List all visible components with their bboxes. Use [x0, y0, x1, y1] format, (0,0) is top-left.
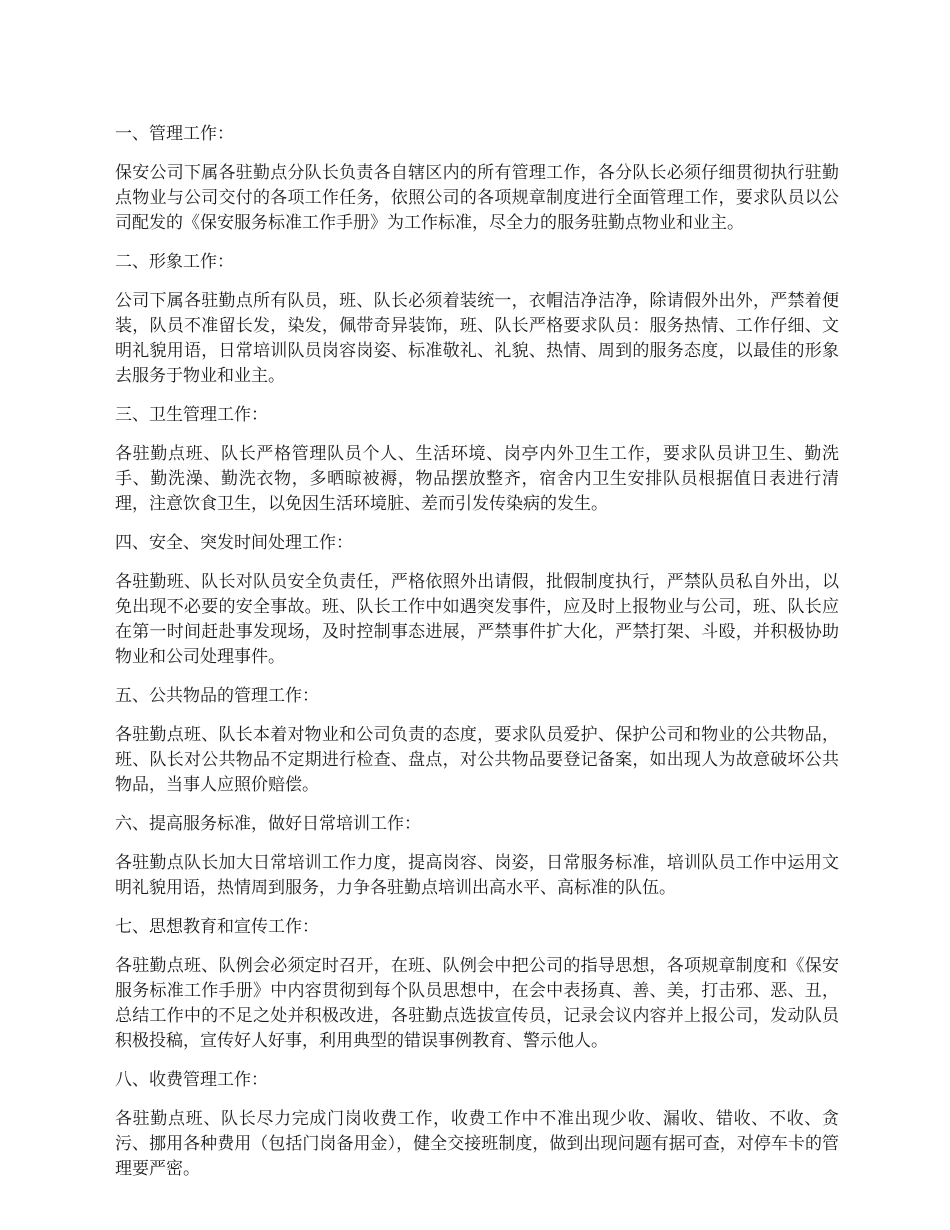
- document-page: [115, 122, 839, 1196]
- section-heading: 四、安全、突发时间处理工作：: [115, 533, 353, 553]
- section-4: [115, 531, 839, 670]
- section-heading: 二、形象工作：: [115, 252, 234, 272]
- section-paragraph: 各驻勤点班、队例会必须定时召开，在班、队例会中把公司的指导思想，各项规章制度和《保安服务标准工作手册》中内容贯彻到每个队员思想中，在会中表扬真、善、美，打击邪、恶、丑，总结工作中的不足之处并积极改进，各驻勤点选拔宣传员，记录会议内容并上报公司，发动队员积极投稿，宣传好人好事，利用典型的错误事例教育、警示他人。: [115, 956, 839, 1051]
- section-paragraph: 保安公司下属各驻勤点分队长负责各自辖区内的所有管理工作，各分队长必须仔细贯彻执行驻勤点物业与公司交付的各项工作任务，依照公司的各项规章制度进行全面管理工作，要求队员以公司配发的《保安服务标准工作手册》为工作标准，尽全力的服务驻勤点物业和业主。: [115, 163, 839, 233]
- section-paragraph: 各驻勤点班、队长尽力完成门岗收费工作，收费工作中不准出现少收、漏收、错收、不收、贪污、挪用各种费用（包括门岗备用金），健全交接班制度，做到出现问题有据可查，对停车卡的管理要严密。: [115, 1109, 839, 1179]
- section-heading: 三、卫生管理工作：: [115, 405, 268, 425]
- section-3: [115, 403, 839, 517]
- section-heading: 五、公共物品的管理工作：: [115, 686, 319, 706]
- section-paragraph: 各驻勤点班、队长本着对物业和公司负责的态度，要求队员爱护、保护公司和物业的公共物品，班、队长对公共物品不定期进行检查、盘点，对公共物品要登记备案，如出现人为故意破坏公共物品，当事人应照价赔偿。: [115, 725, 839, 795]
- section-heading: 八、收费管理工作：: [115, 1070, 268, 1090]
- section-paragraph: 各驻勤点班、队长严格管理队员个人、生活环境、岗亭内外卫生工作，要求队员讲卫生、勤洗手、勤洗澡、勤洗衣物，多晒晾被褥，物品摆放整齐，宿舍内卫生安排队员根据值日表进行清理，注意饮食卫生，以免因生活环境脏、差而引发传染病的发生。: [115, 444, 839, 514]
- section-5: [115, 684, 839, 798]
- section-paragraph: 各驻勤班、队长对队员安全负责任，严格依照外出请假，批假制度执行，严禁队员私自外出，以免出现不必要的安全事故。班、队长工作中如遇突发事件，应及时上报物业与公司，班、队长应在第一时间赶赴事发现场，及时控制事态进展，严禁事件扩大化，严禁打架、斗殴，并积极协助物业和公司处理事件。: [115, 572, 839, 667]
- section-heading: 一、管理工作：: [115, 124, 234, 144]
- section-6: [115, 812, 839, 901]
- section-heading: 七、思想教育和宣传工作：: [115, 917, 319, 937]
- section-2: [115, 250, 839, 389]
- section-8: [115, 1068, 839, 1182]
- section-7: [115, 915, 839, 1054]
- section-paragraph: 公司下属各驻勤点所有队员，班、队长必须着装统一，衣帽洁净洁净，除请假外出外，严禁着便装，队员不准留长发，染发，佩带奇异装饰，班、队长严格要求队员：服务热情、工作仔细、文明礼貌用语，日常培训队员岗容岗姿、标准敬礼、礼貌、热情、周到的服务态度，以最佳的形象去服务于物业和业主。: [115, 291, 839, 386]
- section-1: [115, 122, 839, 236]
- section-heading: 六、提高服务标准，做好日常培训工作：: [115, 814, 421, 834]
- section-paragraph: 各驻勤点队长加大日常培训工作力度，提高岗容、岗姿，日常服务标准，培训队员工作中运用文明礼貌用语，热情周到服务，力争各驻勤点培训出高水平、高标准的队伍。: [115, 853, 839, 898]
